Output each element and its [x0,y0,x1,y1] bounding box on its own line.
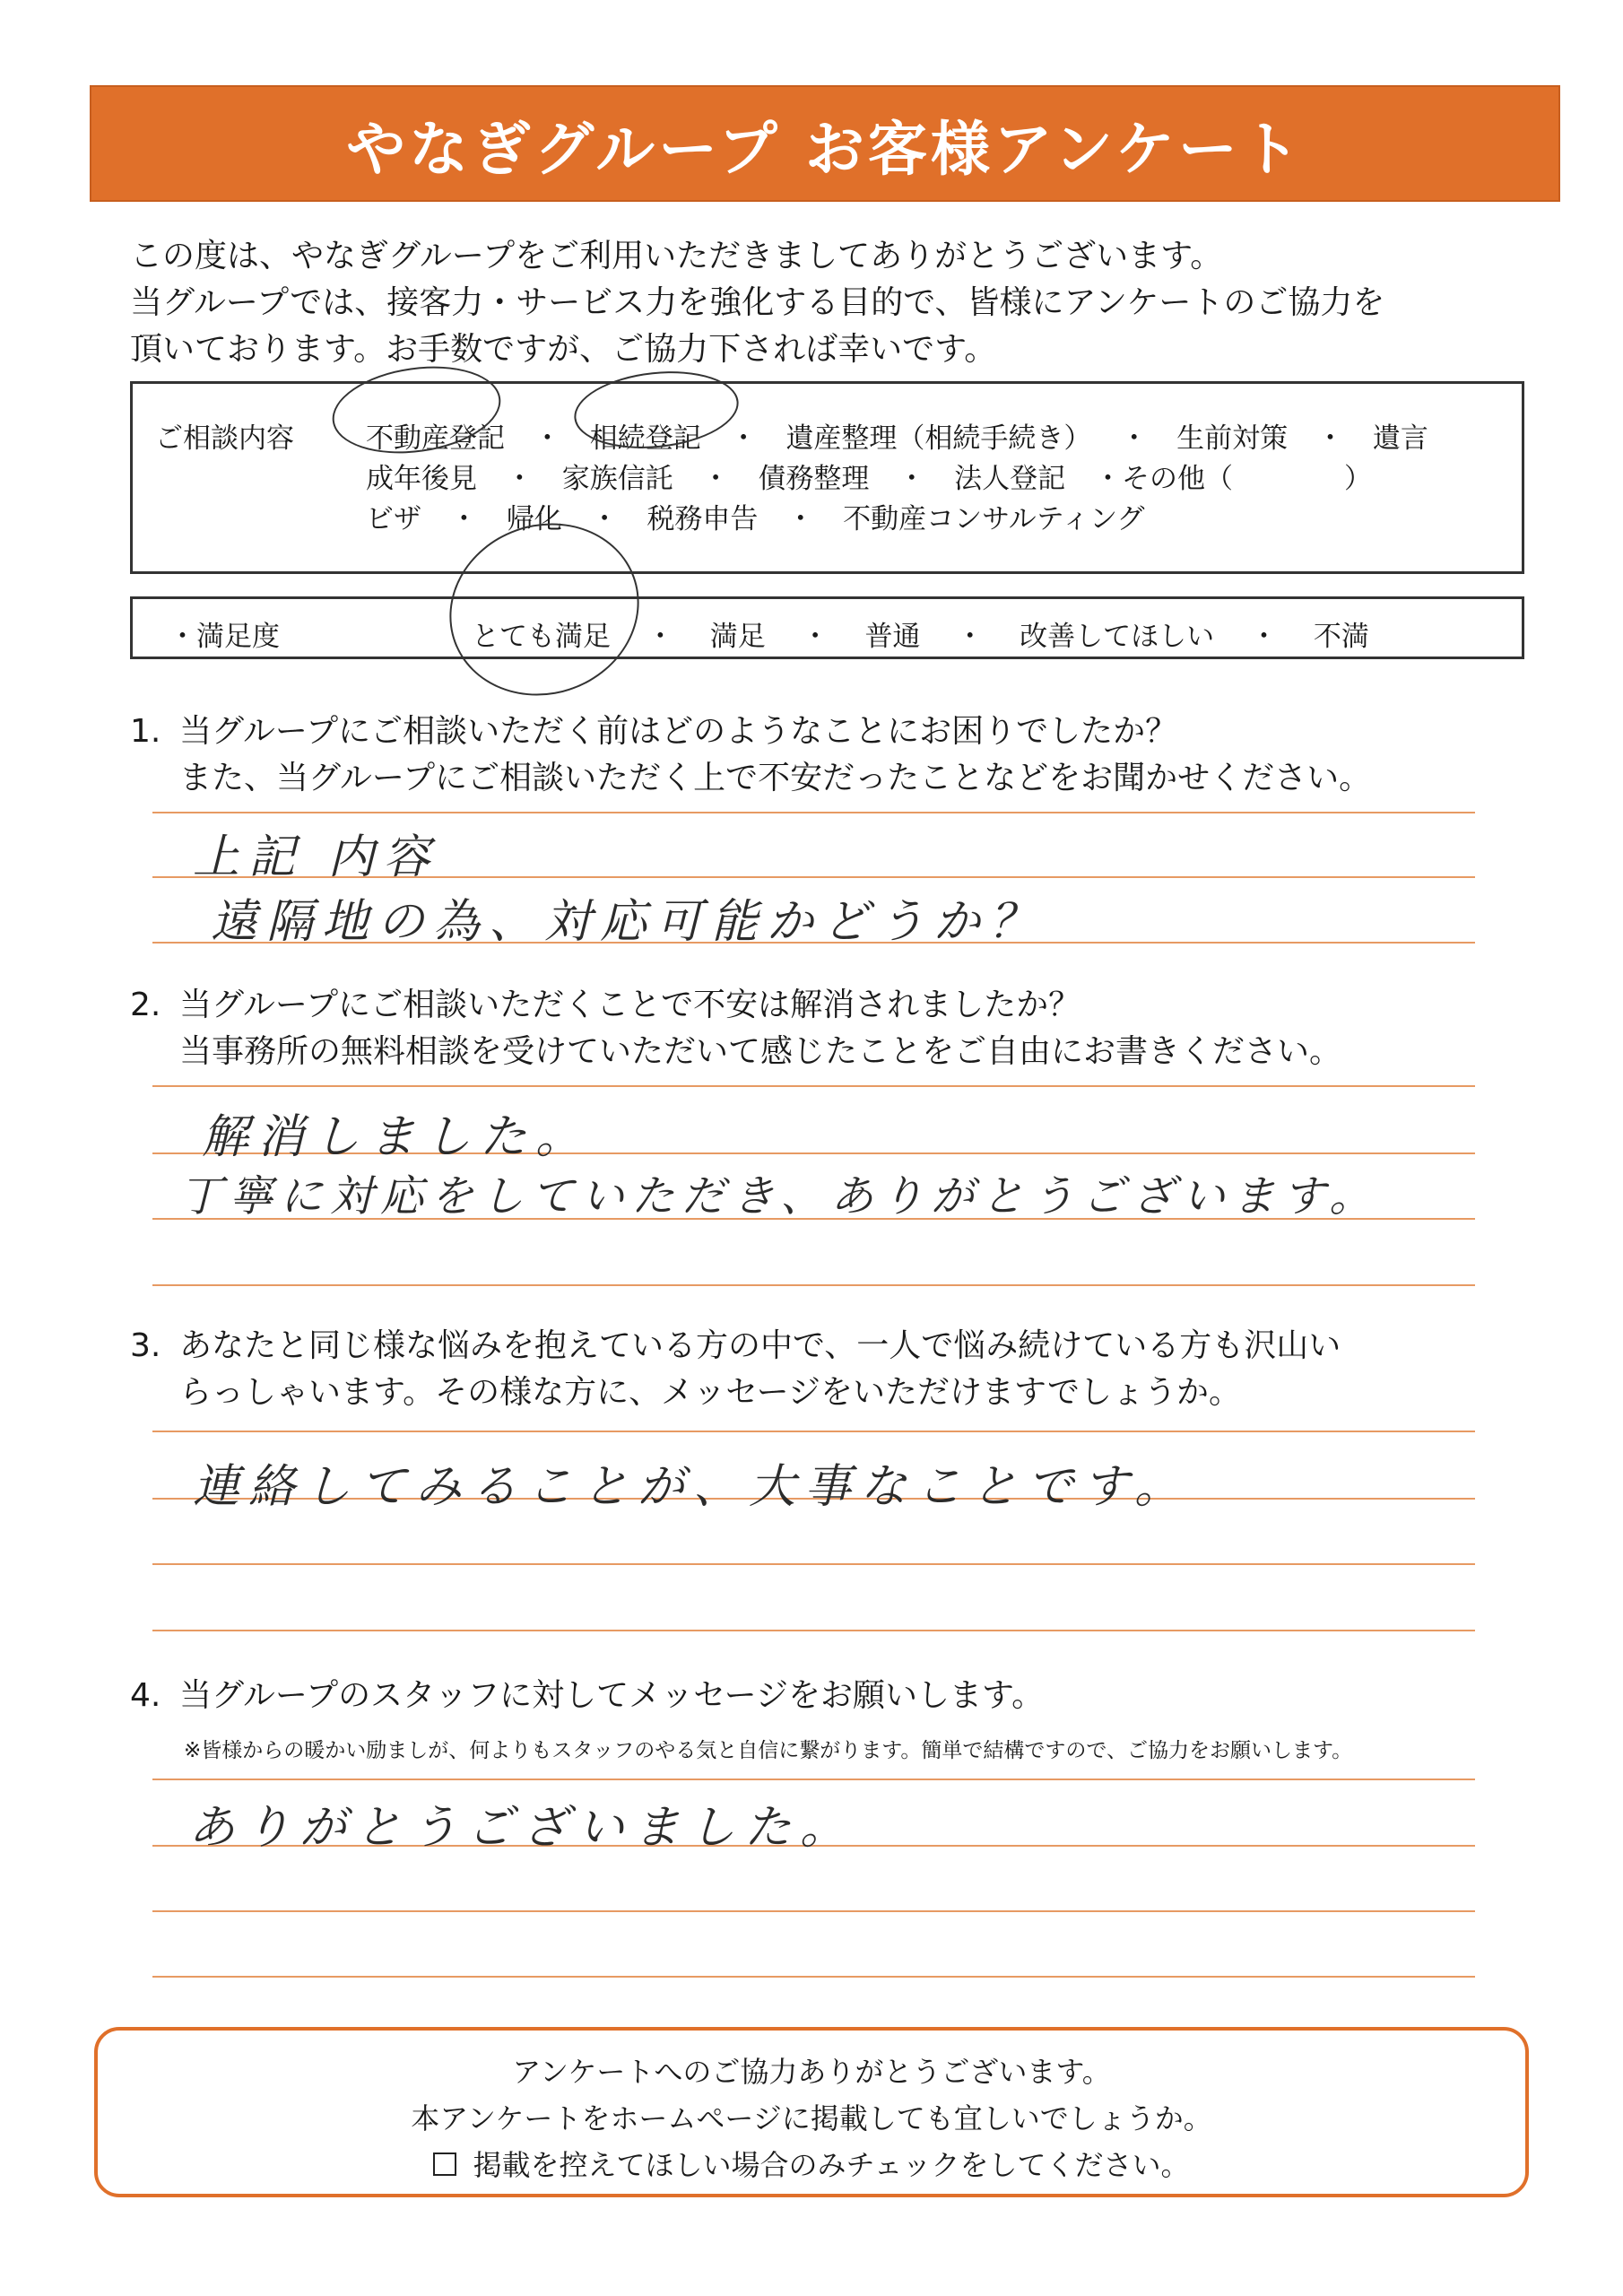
option-kazoku-shintaku[interactable]: 家族信託 [561,463,673,495]
separator: ・ [1250,621,1279,653]
consultation-row-3 [366,496,1165,536]
separator: ・ [1120,422,1149,455]
question-1 [130,709,1538,802]
separator: ・ [533,422,561,455]
option-isan-seiri[interactable]: 遺産整理（相続手続き） [785,422,1092,455]
satisfaction-label: ・満足度 [169,621,280,653]
answer-line [152,1085,1475,1087]
separator: ・ [646,621,674,653]
option-sozoku-toki[interactable]: 相続登記 [589,422,701,455]
answer-line [152,1431,1475,1432]
question-number: 2. [130,987,161,1023]
page-title: やなぎグループ お客様アンケート [346,114,1304,184]
answer-3-line-1: 連絡してみることが、大事なことです。 [193,1460,1190,1514]
footer-box [94,2027,1529,2197]
footer-question: 本アンケートをホームページに掲載しても宜しいでしょうか。 [411,2101,1212,2135]
title-banner [90,85,1560,202]
question-4-note: ※皆様からの暖かい励ましが、何よりもスタッフのやる気と自信に繋がります。簡単で結構ですので、ご協力をお願いします。 [184,1739,1353,1762]
answer-2-line-2: 丁寧に対応をしていただき、ありがとうございます。 [179,1171,1380,1222]
publish-optout-checkbox[interactable] [433,2152,456,2176]
separator: ・ [786,503,815,535]
separator: ・ [1316,422,1345,455]
answer-line [152,1563,1475,1565]
separator: ・ [449,503,478,535]
option-visa[interactable]: ビザ [366,503,421,535]
option-saimu-seiri[interactable]: 債務整理 [758,463,870,495]
separator: ・ [701,463,730,495]
consultation-row-1 [366,415,1448,456]
question-number: 4. [130,1677,161,1714]
answer-2-line-1: 解消しました。 [202,1110,592,1164]
answer-line [152,1910,1475,1912]
answer-line [152,1976,1475,1978]
publish-optout-row [98,2142,1525,2188]
intro-line: 頂いております。お手数ですが、ご協力下されば幸いです。 [130,331,997,368]
question-4 [130,1673,1538,1719]
option-neutral[interactable]: 普通 [864,621,921,653]
intro-text [130,233,1538,373]
separator: ・ [505,463,534,495]
option-needs-improvement[interactable]: 改善してほしい [1020,621,1215,653]
answer-4-line-1: ありがとうございました。 [188,1801,856,1855]
question-text: らっしゃいます。その様な方に、メッセージをいただけますでしょうか。 [179,1374,1242,1411]
option-seizen-taisaku[interactable]: 生前対策 [1176,422,1289,455]
separator: ・ [801,621,829,653]
footer-thanks: アンケートへのご協力ありがとうございます。 [512,2055,1111,2089]
question-text: 当事務所の無料相談を受けていただいて感じたことをご自由にお書きください。 [179,1033,1342,1070]
option-zeimu-shinkoku[interactable]: 税務申告 [647,503,759,535]
question-text: 当グループにご相談いただくことで不安は解消されましたか？ [179,987,1081,1023]
question-text: 当グループにご相談いただく前はどのようなことにお困りでしたか？ [179,713,1178,750]
separator: ・ [590,503,619,535]
consultation-label: ご相談内容 [155,422,294,455]
consultation-row-2 [366,456,1392,496]
satisfaction-box [130,596,1524,659]
survey-sheet [90,85,1560,2215]
answer-line [152,1630,1475,1631]
question-text: また、当グループにご相談いただく上で不安だったことなどをお聞かせください。 [179,760,1372,796]
question-number: 3. [130,1327,161,1364]
intro-line: この度は、やなぎグループをご利用いただきましてありがとうございます。 [130,238,1223,274]
publish-optout-label: 掲載を控えてほしい場合のみチェックをしてください。 [473,2148,1190,2182]
separator: ・ [956,621,985,653]
option-kika[interactable]: 帰化 [506,503,562,535]
answer-line [152,1284,1475,1286]
question-2 [130,982,1538,1075]
question-number: 1. [130,713,161,750]
option-very-satisfied[interactable]: とても満足 [472,621,611,653]
question-3 [130,1323,1538,1416]
answer-1-line-1: 上記 内容 [193,831,439,884]
option-satisfied[interactable]: 満足 [709,621,766,653]
option-fudosan-toki[interactable]: 不動産登記 [366,422,505,455]
separator: ・ [729,422,758,455]
answer-line [152,1779,1475,1780]
answer-line [152,812,1475,813]
question-text: 当グループのスタッフに対してメッセージをお願いします。 [179,1677,1045,1714]
question-text: あなたと同じ様な悩みを抱えている方の中で、一人で悩み続けている方も沢山い [179,1327,1341,1364]
option-hojin-toki[interactable]: 法人登記 [954,463,1066,495]
option-dissatisfied[interactable]: 不満 [1313,621,1369,653]
option-seinen-kouken[interactable]: 成年後見 [366,463,477,495]
separator: ・ [898,463,926,495]
answer-1-line-2: 遠隔地の為、対応可能かどうか？ [211,895,1046,949]
intro-line: 当グループでは、接客力・サービス力を強化する目的で、皆様にアンケートのご協力を [130,284,1385,321]
option-fudosan-consulting[interactable]: 不動産コンサルティング [843,503,1145,535]
option-other[interactable]: ・その他（ ） [1094,463,1373,495]
option-yuigon[interactable]: 遺言 [1372,422,1428,455]
